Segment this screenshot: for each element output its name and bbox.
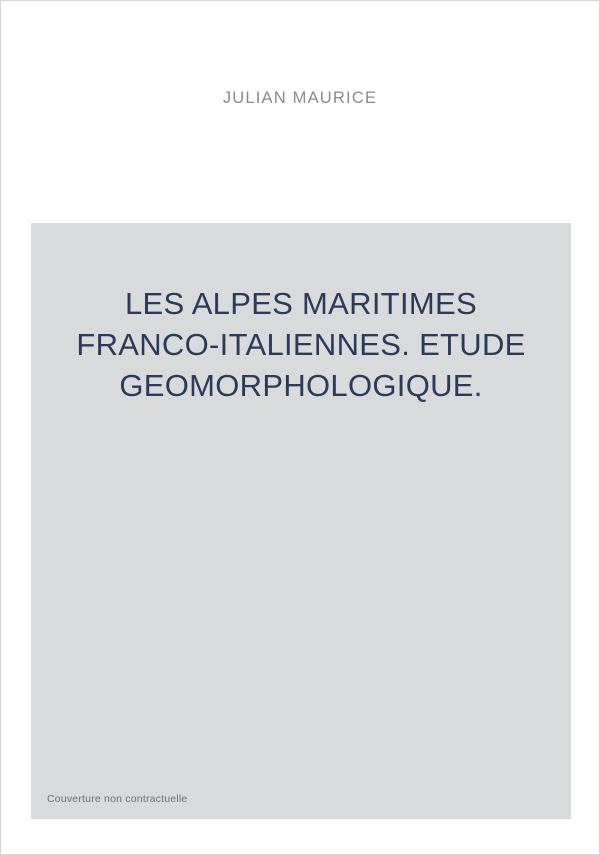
title-panel [31,223,571,819]
author-name: JULIAN MAURICE [222,89,378,107]
book-title: LES ALPES MARITIMES FRANCO-ITALIENNES. ETUDE GEOMORPHOLOGIQUE. [76,286,526,404]
cover-disclaimer: Couverture non contractuelle [47,793,188,805]
